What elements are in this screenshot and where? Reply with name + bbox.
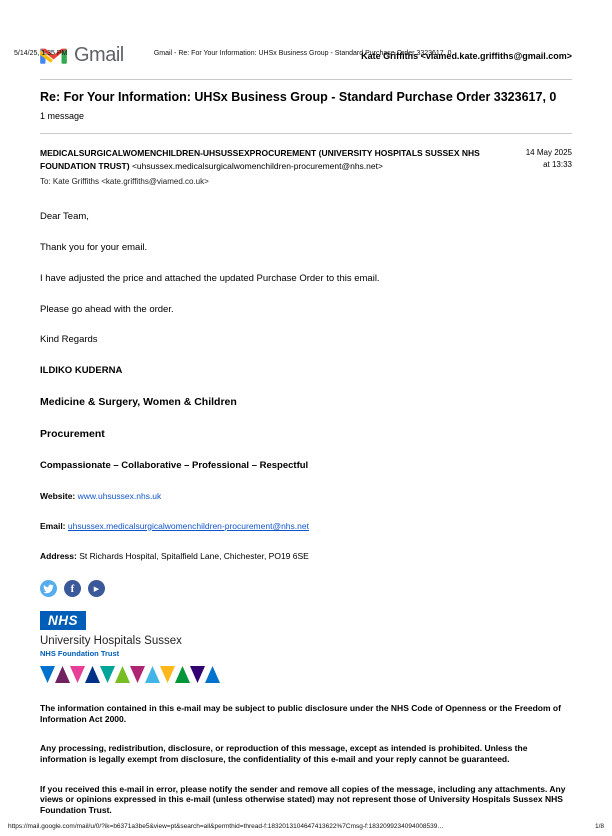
facebook-icon[interactable]: f [64,580,81,597]
signature-department: Medicine & Surgery, Women & Children [40,396,237,409]
gmail-logo-text: Gmail [74,44,124,66]
footer-page-number: 1/8 [594,823,604,830]
print-timestamp: 5/14/25, 1:35 PM [14,50,68,57]
email-line [40,521,572,532]
body-paragraph: Please go ahead with the order. [40,303,174,315]
message-date: 14 May 2025 at 13:33 [525,148,572,169]
message-header [40,147,572,186]
org-name: University Hospitals Sussex [40,635,182,648]
print-doc-title: Gmail - Re: For Your Information: UHSx Business Group - Standard Purchase Order 3323617, 0 [153,50,452,57]
org-subtitle: NHS Foundation Trust [40,649,120,659]
signature-motto: Compassionate – Collaborative – Professional – Respectful [40,460,309,472]
nhs-logo [40,611,86,630]
email-label: Email: [40,520,66,531]
sender-line [40,147,510,172]
email-content [40,44,572,816]
email-link[interactable]: uhsussex.medicalsurgicalwomenchildren-procurement@nhs.net [67,520,309,531]
address-text: St Richards Hospital, Spitalfield Lane, Chichester, PO19 6SE [79,550,309,561]
email-subject: Re: For Your Information: UHSx Business Group - Standard Purchase Order 3323617, 0 [40,90,557,104]
recipient-line: To: Kate Griffiths <kate.griffiths@viamed.co.uk> [40,176,209,186]
header-divider [40,79,572,80]
nhs-logo-text: NHS [47,613,78,629]
sender-email: <uhsussex.medicalsurgicalwomenchildren-procurement@nhs.net> [131,160,383,171]
signature-name: ILDIKO KUDERNA [40,365,123,377]
message-body [40,211,572,816]
account-identity: Kate Griffiths <viamed.kate.griffiths@gmail.com> [361,50,572,61]
youtube-icon[interactable]: ▶ [88,580,105,597]
disclaimer-block [40,703,572,815]
body-paragraph: I have adjusted the price and attached the updated Purchase Order to this email. [40,272,380,284]
sender-name: MEDICALSURGICALWOMENCHILDREN-UHSUSSEXPROCUREMENT (UNIVERSITY HOSPITALS SUSSEX NHS FOUNDATION TRUST) [40,148,480,171]
printed-email-page [0,44,612,830]
print-footer [8,823,604,830]
website-label: Website: [40,491,76,502]
disclaimer-paragraph: If you received this e-mail in error, please notify the sender and remove all copies of the message, including any attachments. Any views or opinions expressed in this e-mail (unless otherwise stated) may not represent those of University Hospitals Sussex NHS Foundation Trust. [40,783,566,815]
website-line [40,491,572,502]
message-count: 1 message [40,111,85,122]
sender-block [40,147,522,186]
body-paragraph: Thank you for your email. [40,241,148,253]
signature-team: Procurement [40,428,105,441]
address-label: Address: [40,550,77,561]
twitter-icon[interactable] [40,580,57,597]
banner-strip [40,666,572,683]
website-link[interactable]: www.uhsussex.nhs.uk [77,491,162,502]
body-paragraph: Dear Team, [40,210,89,222]
address-line [40,551,572,562]
subject-divider [40,133,572,134]
footer-url: https://mail.google.com/mail/u/0/?ik=b6371a3be5&view=pt&search=all&permthid=thread-f:1832013104647413622%7Cmsg-f:1832099234094008539… [8,823,444,830]
body-paragraph: Kind Regards [40,334,98,346]
print-header [14,50,598,57]
disclaimer-paragraph: Any processing, redistribution, disclosure, or reproduction of this message, except as intended is prohibited. Unless the information is legally exempt from disclosure, the confidentiality of this e-mail and your reply cannot be guaranteed. [40,743,528,764]
social-links [40,580,572,597]
disclaimer-paragraph: The information contained in this e-mail may be subject to public disclosure under the NHS Code of Openness or the Freedom of Information Act 2000. [40,703,561,724]
